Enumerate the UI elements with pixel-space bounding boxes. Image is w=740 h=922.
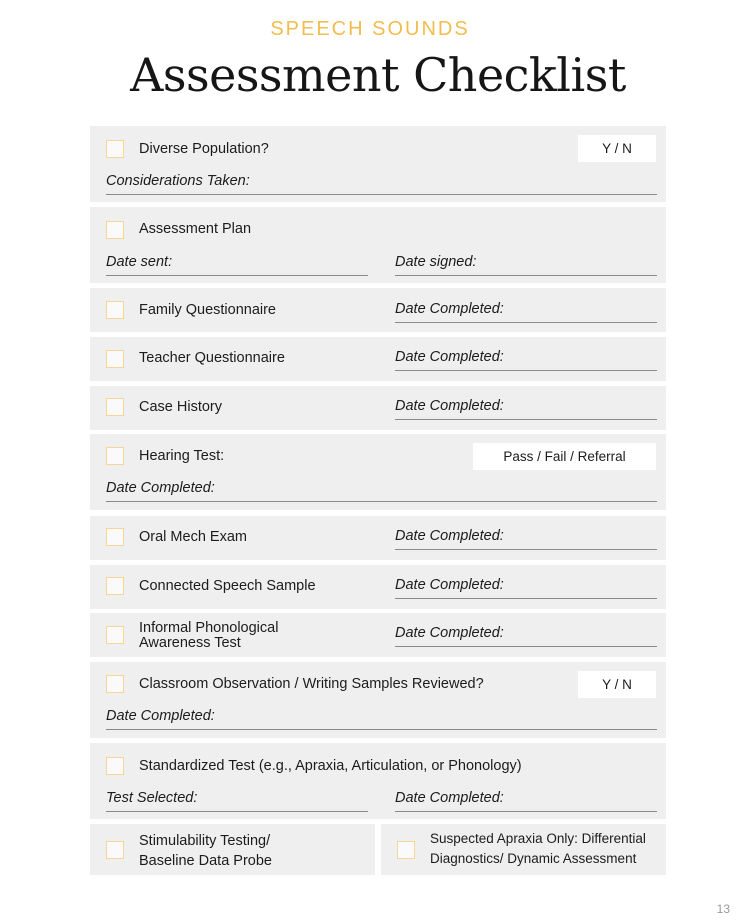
row-case-history	[90, 386, 666, 430]
hearing-test-date-field[interactable]: Date Completed:	[106, 480, 657, 502]
stimulability-testing-label	[139, 831, 272, 871]
connected-speech-sample-label: Connected Speech Sample	[139, 578, 316, 594]
suspected-apraxia-label	[430, 829, 646, 869]
row-suspected-apraxia	[381, 824, 666, 875]
stimulability-line-1: Stimulability Testing/	[139, 833, 271, 849]
hearing-test-label: Hearing Test:	[139, 448, 225, 464]
classroom-observation-yn-toggle[interactable]: Y / N	[578, 671, 656, 698]
phonological-awareness-date-field[interactable]: Date Completed:	[395, 625, 657, 647]
row-oral-mech-exam	[90, 516, 666, 560]
suspected-apraxia-checkbox[interactable]	[397, 841, 415, 859]
stimulability-testing-checkbox[interactable]	[106, 841, 124, 859]
standardized-test-date-field[interactable]: Date Completed:	[395, 790, 657, 812]
connected-speech-sample-date-field[interactable]: Date Completed:	[395, 577, 657, 599]
connected-speech-sample-checkbox[interactable]	[106, 577, 124, 595]
page-number: 13	[716, 902, 730, 916]
diverse-population-yn-toggle[interactable]: Y / N	[578, 135, 656, 162]
row-phonological-awareness	[90, 613, 666, 657]
oral-mech-exam-checkbox[interactable]	[106, 528, 124, 546]
family-questionnaire-label: Family Questionnaire	[139, 302, 276, 318]
hearing-test-result-toggle[interactable]: Pass / Fail / Referral	[473, 443, 656, 470]
oral-mech-exam-date-field[interactable]: Date Completed:	[395, 528, 657, 550]
family-questionnaire-checkbox[interactable]	[106, 301, 124, 319]
case-history-date-field[interactable]: Date Completed:	[395, 398, 657, 420]
test-selected-field[interactable]: Test Selected:	[106, 790, 368, 812]
date-signed-field[interactable]: Date signed:	[395, 254, 657, 276]
row-family-questionnaire	[90, 288, 666, 332]
classroom-observation-label: Classroom Observation / Writing Samples Reviewed?	[139, 676, 484, 692]
teacher-questionnaire-checkbox[interactable]	[106, 350, 124, 368]
row-diverse-population	[90, 126, 666, 202]
apraxia-line-2: Diagnostics/ Dynamic Assessment	[430, 851, 637, 866]
page-title: Assessment Checklist	[130, 48, 626, 102]
teacher-questionnaire-date-field[interactable]: Date Completed:	[395, 349, 657, 371]
row-classroom-observation	[90, 662, 666, 738]
phonological-awareness-label: Informal Phonological Awareness Test	[139, 620, 279, 651]
row-stimulability-testing	[90, 824, 375, 875]
considerations-taken-field[interactable]: Considerations Taken:	[106, 173, 657, 195]
phonological-awareness-checkbox[interactable]	[106, 626, 124, 644]
teacher-questionnaire-label: Teacher Questionnaire	[139, 350, 285, 366]
standardized-test-checkbox[interactable]	[106, 757, 124, 775]
family-questionnaire-date-field[interactable]: Date Completed:	[395, 301, 657, 323]
page-subtitle: SPEECH SOUNDS	[270, 18, 470, 40]
assessment-plan-checkbox[interactable]	[106, 221, 124, 239]
diverse-population-checkbox[interactable]	[106, 140, 124, 158]
oral-mech-exam-label: Oral Mech Exam	[139, 529, 247, 545]
classroom-observation-date-field[interactable]: Date Completed:	[106, 708, 657, 730]
stimulability-line-2: Baseline Data Probe	[139, 853, 272, 869]
case-history-label: Case History	[139, 399, 222, 415]
row-connected-speech-sample	[90, 565, 666, 609]
case-history-checkbox[interactable]	[106, 398, 124, 416]
assessment-plan-label: Assessment Plan	[139, 221, 252, 237]
row-hearing-test	[90, 434, 666, 510]
apraxia-line-1: Suspected Apraxia Only: Differential	[430, 831, 646, 846]
row-teacher-questionnaire	[90, 337, 666, 381]
classroom-observation-checkbox[interactable]	[106, 675, 124, 693]
standardized-test-label: Standardized Test (e.g., Apraxia, Articulation, or Phonology)	[139, 758, 522, 774]
date-sent-field[interactable]: Date sent:	[106, 254, 368, 276]
row-assessment-plan	[90, 207, 666, 283]
row-standardized-test	[90, 743, 666, 819]
diverse-population-label: Diverse Population?	[139, 141, 269, 157]
hearing-test-checkbox[interactable]	[106, 447, 124, 465]
